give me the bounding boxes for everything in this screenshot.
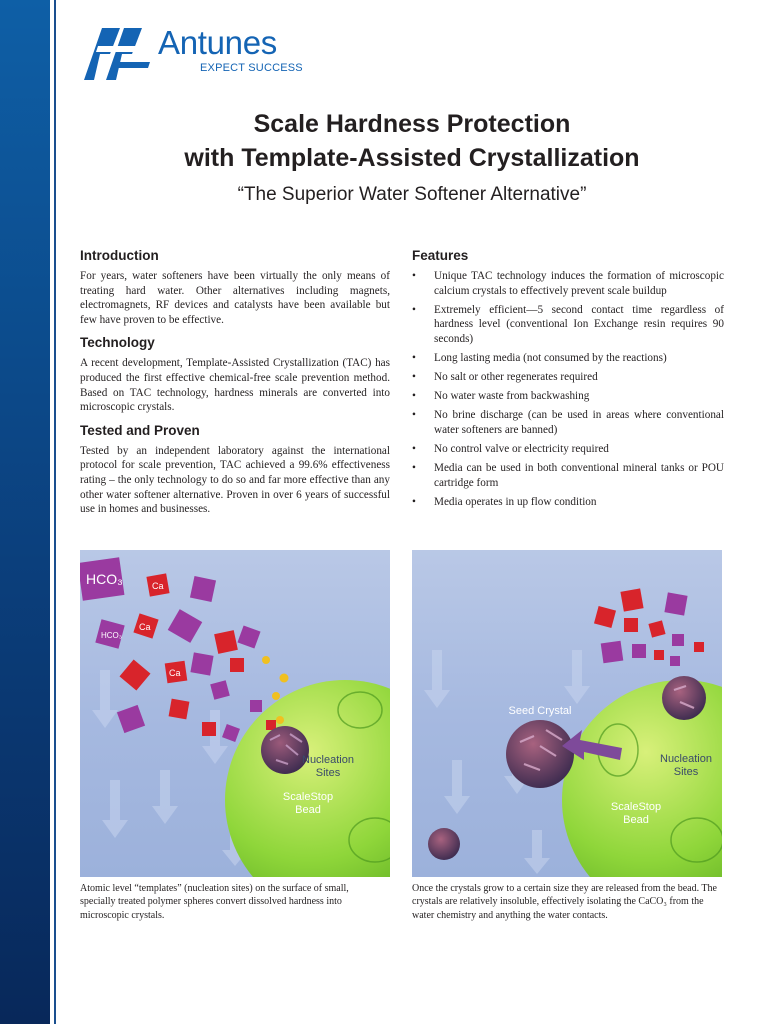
- left-text-column: [80, 248, 390, 525]
- antunes-logo: [80, 24, 310, 88]
- nucleation-illustration: [80, 550, 390, 877]
- features-column: [412, 248, 724, 514]
- ca-label: Ca: [152, 581, 164, 591]
- page-subtitle: “The Superior Water Softener Alternative”: [237, 184, 587, 205]
- brand-tagline: EXPECT SUCCESS: [200, 62, 303, 74]
- drifting-crystal-icon: [428, 828, 460, 860]
- growing-crystal-icon: [662, 676, 706, 720]
- features-list: [412, 269, 724, 509]
- bead-label-line2: Bead: [295, 804, 321, 816]
- ca-label: Ca: [139, 622, 151, 632]
- crystal-cluster-icon: [261, 726, 309, 774]
- feature-item: • No control valve or electricity required: [412, 442, 724, 457]
- calcium-ions: [594, 588, 704, 666]
- left-blue-sidebar: [0, 0, 50, 1024]
- tested-proven-heading: Tested and Proven: [80, 422, 200, 438]
- features-heading: Features: [412, 248, 469, 263]
- feature-item: • No water waste from backwashing: [412, 389, 724, 404]
- right-figure-caption: Once the crystals grow to a certain size they are released from the bead. The crystals are relatively insoluble, effectively isolating the CaCO₃ from the water chemistry and anything the water contacts.: [412, 883, 717, 921]
- nucleation-label-line1: Nucleation: [302, 754, 354, 766]
- feature-item: • Unique TAC technology induces the formation of microscopic calcium crystals to effectively prevent scale buildup: [412, 269, 724, 298]
- feature-item: • Media operates in up flow condition: [412, 495, 724, 510]
- brand-name: Antunes: [158, 24, 277, 61]
- technology-text: A recent development, Template-Assisted Crystallization (TAC) has produced the first effective chemical-free scale prevention method. Based on TAC technology, hardness minerals are converted into microscopic crystals.: [80, 357, 390, 414]
- hco3-label: HCO₃: [101, 631, 123, 640]
- feature-item: • No salt or other regenerates required: [412, 370, 724, 385]
- page-title-line-2: with Template-Assisted Crystallization: [184, 144, 640, 172]
- seed-crystal-label: Seed Crystal: [508, 705, 572, 717]
- introduction-text: For years, water softeners have been virtually the only means of treating hard water. Other alternatives including magnets, electromagnets, RF devices and catalysts have been available but few have proven to be effective.: [80, 270, 390, 326]
- left-figure-caption: Atomic level “templates” (nucleation sites) on the surface of small, specially treated polymer spheres convert dissolved hardness into microscopic crystals.: [80, 883, 349, 921]
- nucleation-label-line2: Sites: [315, 767, 341, 779]
- released-seed-crystal-icon: [506, 720, 574, 788]
- feature-item: • Long lasting media (not consumed by the reactions): [412, 351, 724, 366]
- tested-proven-text: Tested by an independent laboratory against the international protocol for scale prevention, TAC achieved a 99.6% effectiveness rating – the only technology to do so and far more effective than any other water softener alternative. Proven in over 6 years of successful use in homes and businesses.: [80, 444, 390, 516]
- bead-label-line1: ScaleStop: [610, 801, 662, 813]
- feature-item: • No brine discharge (can be used in areas where conventional water softeners are banned): [412, 408, 724, 437]
- feature-item: • Media can be used in both conventional mineral tanks or POU cartridge form: [412, 461, 724, 490]
- water-flow-arrows: [92, 670, 248, 866]
- ca-label: Ca: [169, 668, 181, 678]
- hco3-label-large: HCO₃: [86, 571, 123, 587]
- antunes-logo-mark-icon: [80, 24, 154, 84]
- scalestop-bead: [225, 680, 390, 877]
- nucleation-label-line2: Sites: [673, 766, 699, 778]
- bead-label-line2: Bead: [623, 814, 649, 826]
- bead-label-line1: ScaleStop: [282, 791, 334, 803]
- introduction-heading: Introduction: [80, 248, 159, 263]
- crystal-release-illustration: [412, 550, 722, 877]
- technology-heading: Technology: [80, 335, 155, 351]
- page-title-line-1: Scale Hardness Protection: [253, 110, 571, 138]
- feature-item: • Extremely efficient—5 second contact time regardless of hardness level (conventional Ion Exchange resin requires 90 seconds): [412, 303, 724, 347]
- nucleation-label-line1: Nucleation: [660, 753, 712, 765]
